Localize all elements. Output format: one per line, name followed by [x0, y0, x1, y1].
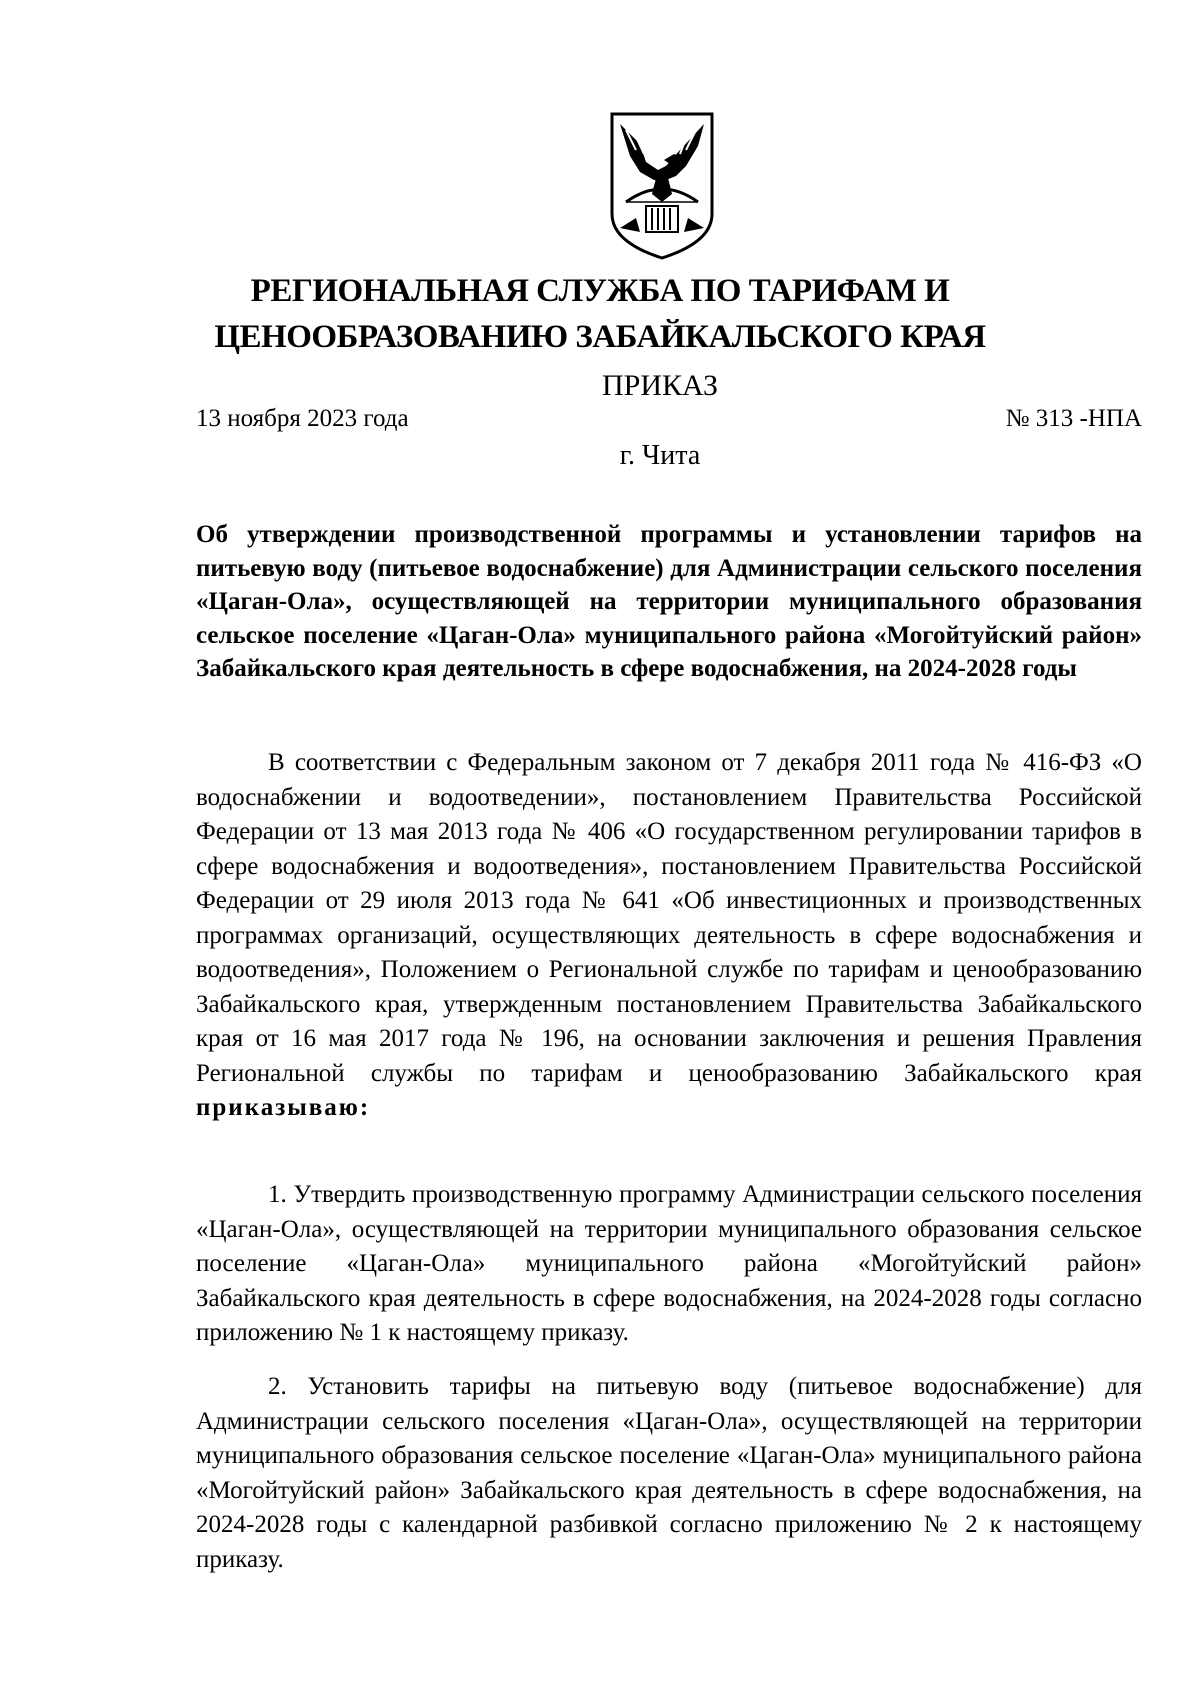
document-type: ПРИКАЗ: [602, 369, 718, 402]
document-date: 13 ноября 2023 года: [196, 405, 409, 432]
coat-of-arms-icon: [606, 110, 718, 262]
organization-name: [200, 268, 1000, 360]
document-number: № 313 -НПА: [1005, 405, 1142, 432]
order-item-2: 2. Установить тарифы на питьевую воду (питьевое водоснабжение) для Администрации сельского поселения «Цаган-Ола», осуществляющей на территории муниципального образования сельское поселение «Цаган-Ола» муниципального района «Могойтуйский район» Забайкальского края деятельность в сфере водоснабжения, на 2024-2028 годы с календарной разбивкой согласно приложению № 2 к настоящему приказу.: [196, 1373, 1142, 1573]
organization-line-2: ЦЕНООБРАЗОВАНИЮ ЗАБАЙКАЛЬСКОГО КРАЯ: [214, 319, 986, 355]
order-word: приказываю:: [196, 1094, 371, 1121]
preamble-paragraph: [196, 746, 1142, 1126]
organization-line-1: РЕГИОНАЛЬНАЯ СЛУЖБА ПО ТАРИФАМ И: [250, 273, 950, 309]
order-item-1: 1. Утвердить производственную программу Администрации сельского поселения «Цаган-Ола», осуществляющей на территории муниципального образования сельское поселение «Цаган-Ола» муниципального района «Могойтуйский район» Забайкальского края деятельность в сфере водоснабжения, на 2024-2028 годы согласно приложению № 1 к настоящему приказу.: [196, 1181, 1142, 1346]
preamble-text: В соответствии с Федеральным законом от 7 декабря 2011 года № 416-ФЗ «О водоснабжении и водоотведении», постановлением Правительства Российской Федерации от 13 мая 2013 года № 406 «О государственном регулировании тарифов в сфере водоснабжения и водоотведения», постановлением Правительства Российской Федерации от 29 июля 2013 года № 641 «Об инвестиционных и производственных программах организаций, осуществляющих деятельность в сфере водоснабжения и водоотведения», Положением о Региональной службе по тарифам и ценообразованию Забайкальского края, утвержденным постановлением Правительства Забайкальского края от 16 мая 2017 года № 196, на основании заключения и решения Правления Региональной службы по тарифам и ценообразованию Забайкальского края: [196, 749, 1142, 1087]
document-title: Об утверждении производственной программы и установлении тарифов на питьевую воду (питьевое водоснабжение) для Администрации сельского поселения «Цаган-Ола», осуществляющей на территории муниципального образования сельское поселение «Цаган-Ола» муниципального района «Могойтуйский район» Забайкальского края деятельность в сфере водоснабжения, на 2024-2028 годы: [196, 521, 1142, 682]
document-city: г. Чита: [619, 440, 701, 471]
